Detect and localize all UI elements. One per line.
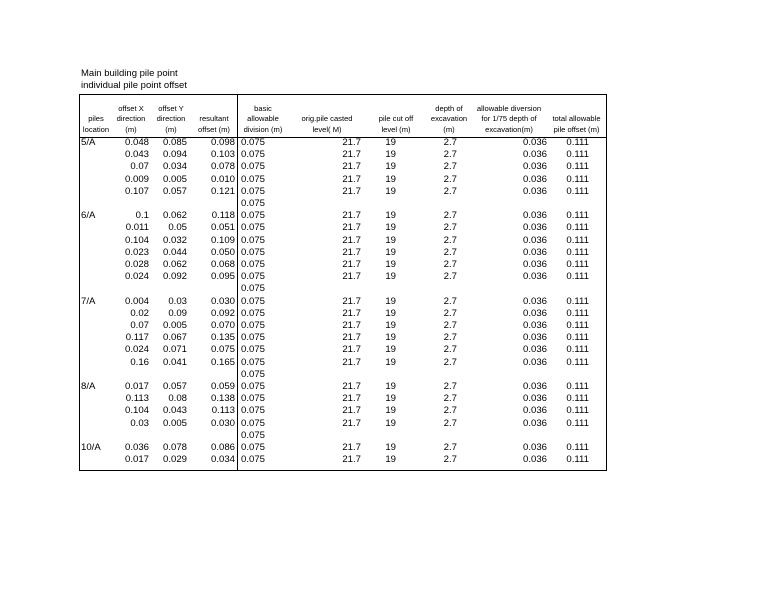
allowable-diversion-cell: 0.036 xyxy=(522,185,547,197)
depth-of-excavation-cell: 2.7 xyxy=(443,356,457,368)
offset-y-cell: 0.062 xyxy=(162,210,187,222)
offset-x-cell: 0.113 xyxy=(125,393,149,405)
offset-y-cell: 0.05 xyxy=(168,222,187,234)
total-allowable-offset-cell: 0.111 xyxy=(566,320,589,331)
orig-pile-casted-level-cell: 21.7 xyxy=(342,271,361,283)
offset-x-cell: 0.024 xyxy=(124,344,149,356)
offset-y-cell: 0.08 xyxy=(168,393,187,405)
allowable-diversion-cell: 0.036 xyxy=(522,210,547,222)
offset-y-cell: 0.041 xyxy=(162,356,187,368)
resultant-offset-cell: 0.030 xyxy=(210,417,235,429)
basic-allowable-division-cell: 0.075 xyxy=(241,307,266,319)
header-allowable-diversion: allowable diversion for 1/75 depth of excavation(m) xyxy=(476,103,542,134)
offset-y-cell: 0.005 xyxy=(162,417,187,429)
allowable-diversion-cell: 0.036 xyxy=(522,234,547,246)
offset-y-cell: 0.043 xyxy=(162,405,187,417)
orig-pile-casted-level-cell: 21.7 xyxy=(342,393,361,405)
piles-location-cell: 7/A xyxy=(81,295,96,307)
total-allowable-offset-cell: 0.111 xyxy=(566,271,589,283)
total-allowable-offset-cell: 0.111 xyxy=(566,234,589,246)
header-basic-allowable-division: basic allowable division (m) xyxy=(243,103,283,134)
offset-y-cell: 0.005 xyxy=(162,173,187,185)
pile-cut-off-level-cell: 19 xyxy=(385,417,396,429)
sheet-subtitle: individual pile point offset xyxy=(81,80,187,91)
resultant-offset-cell: 0.118 xyxy=(211,210,235,222)
total-allowable-offset-cell: 0.111 xyxy=(566,405,589,417)
offset-y-cell: 0.067 xyxy=(162,332,187,344)
allowable-diversion-cell: 0.036 xyxy=(522,405,547,417)
orig-pile-casted-level-cell: 21.7 xyxy=(342,222,361,234)
offset-y-cell: 0.078 xyxy=(162,442,187,453)
basic-allowable-division-cell: 0.075 xyxy=(241,234,266,246)
allowable-diversion-cell: 0.036 xyxy=(522,454,547,466)
header-total-allowable-offset: total allowable pile offset (m) xyxy=(552,114,601,134)
orig-pile-casted-level-cell: 21.7 xyxy=(342,307,361,319)
allowable-diversion-cell: 0.036 xyxy=(522,381,547,392)
orig-pile-casted-level-cell: 21.7 xyxy=(342,356,361,368)
resultant-offset-cell: 0.165 xyxy=(210,356,235,368)
header-pile-cut-off-level: pile cut off level (m) xyxy=(378,114,414,134)
resultant-offset-cell: 0.059 xyxy=(210,381,235,392)
resultant-offset-cell: 0.030 xyxy=(210,295,235,307)
total-allowable-offset-cell: 0.111 xyxy=(566,210,589,222)
orig-pile-casted-level-cell: 21.7 xyxy=(342,295,361,307)
pile-cut-off-level-cell: 19 xyxy=(385,149,396,161)
offset-x-cell: 0.017 xyxy=(124,381,149,392)
offset-x-cell: 0.07 xyxy=(130,161,149,173)
offset-y-cell: 0.057 xyxy=(162,185,187,197)
offset-y-cell: 0.034 xyxy=(162,161,187,173)
resultant-offset-cell: 0.068 xyxy=(210,259,235,270)
allowable-diversion-cell: 0.036 xyxy=(522,137,547,148)
allowable-diversion-cell: 0.036 xyxy=(522,442,547,453)
basic-allowable-division-cell: 0.075 xyxy=(241,381,266,392)
pile-cut-off-level-cell: 19 xyxy=(385,234,396,246)
offset-x-cell: 0.009 xyxy=(124,173,149,185)
basic-allowable-division-cell: 0.075 xyxy=(241,344,266,356)
resultant-offset-cell: 0.121 xyxy=(210,185,235,197)
offset-x-cell: 0.104 xyxy=(124,405,149,417)
allowable-diversion-cell: 0.036 xyxy=(522,344,547,356)
pile-cut-off-level-cell: 19 xyxy=(385,393,396,405)
offset-y-cell: 0.03 xyxy=(168,295,187,307)
pile-cut-off-level-cell: 19 xyxy=(385,320,396,331)
pile-cut-off-level-cell: 19 xyxy=(385,210,396,222)
depth-of-excavation-cell: 2.7 xyxy=(443,405,457,417)
basic-allowable-division-cell: 0.075 xyxy=(241,393,266,405)
orig-pile-casted-level-cell: 21.7 xyxy=(342,454,361,466)
offset-x-cell: 0.07 xyxy=(130,320,149,331)
pile-cut-off-level-cell: 19 xyxy=(385,222,396,234)
basic-allowable-division-cell: 0.075 xyxy=(241,417,266,429)
depth-of-excavation-cell: 2.7 xyxy=(443,185,457,197)
header-piles-location: piles location xyxy=(82,114,110,134)
offset-y-cell: 0.005 xyxy=(162,320,187,331)
total-allowable-offset-cell: 0.111 xyxy=(566,417,589,429)
pile-cut-off-level-cell: 19 xyxy=(385,307,396,319)
depth-of-excavation-cell: 2.7 xyxy=(443,454,457,466)
sheet-title: Main building pile point xyxy=(81,68,178,79)
total-allowable-offset-cell: 0.111 xyxy=(566,149,589,161)
pile-cut-off-level-cell: 19 xyxy=(385,173,396,185)
pile-cut-off-level-cell: 19 xyxy=(385,344,396,356)
basic-allowable-division-cell: 0.075 xyxy=(241,332,266,344)
orig-pile-casted-level-cell: 21.7 xyxy=(342,161,361,173)
offset-x-cell: 0.011 xyxy=(125,222,149,234)
offset-x-cell: 0.043 xyxy=(124,149,149,161)
header-offset-y: offset Y direction (m) xyxy=(156,103,186,134)
depth-of-excavation-cell: 2.7 xyxy=(443,332,457,344)
resultant-offset-cell: 0.086 xyxy=(210,442,235,453)
total-allowable-offset-cell: 0.111 xyxy=(566,173,589,185)
pile-cut-off-level-cell: 19 xyxy=(385,356,396,368)
total-allowable-offset-cell: 0.111 xyxy=(566,222,589,234)
offset-y-cell: 0.071 xyxy=(162,344,187,356)
basic-allowable-division-cell: 0.075 xyxy=(241,210,266,222)
depth-of-excavation-cell: 2.7 xyxy=(443,234,457,246)
piles-location-cell: 6/A xyxy=(81,210,96,222)
allowable-diversion-cell: 0.036 xyxy=(522,356,547,368)
basic-allowable-division-cell: 0.075 xyxy=(241,246,266,258)
depth-of-excavation-cell: 2.7 xyxy=(443,417,457,429)
header-resultant-offset: resultant offset (m) xyxy=(198,114,230,134)
basic-allowable-division-cell: 0.075 xyxy=(241,368,266,380)
pile-cut-off-level-cell: 19 xyxy=(385,259,396,270)
header-offset-x: offset X direction (m) xyxy=(116,103,146,134)
depth-of-excavation-cell: 2.7 xyxy=(443,259,457,270)
resultant-offset-cell: 0.109 xyxy=(210,234,235,246)
offset-x-cell: 0.048 xyxy=(124,137,149,148)
pile-cut-off-level-cell: 19 xyxy=(385,185,396,197)
depth-of-excavation-cell: 2.7 xyxy=(443,442,457,453)
depth-of-excavation-cell: 2.7 xyxy=(443,137,457,148)
offset-x-cell: 0.023 xyxy=(124,246,149,258)
orig-pile-casted-level-cell: 21.7 xyxy=(342,320,361,331)
pile-cut-off-level-cell: 19 xyxy=(385,381,396,392)
depth-of-excavation-cell: 2.7 xyxy=(443,149,457,161)
depth-of-excavation-cell: 2.7 xyxy=(443,320,457,331)
header-orig-pile-casted-level: orig.pile casted level( M) xyxy=(301,114,353,134)
resultant-offset-cell: 0.103 xyxy=(210,149,235,161)
allowable-diversion-cell: 0.036 xyxy=(522,161,547,173)
allowable-diversion-cell: 0.036 xyxy=(522,393,547,405)
allowable-diversion-cell: 0.036 xyxy=(522,320,547,331)
offset-x-cell: 0.024 xyxy=(124,271,149,283)
offset-x-cell: 0.104 xyxy=(124,234,149,246)
resultant-offset-cell: 0.135 xyxy=(210,332,235,344)
offset-y-cell: 0.092 xyxy=(162,271,187,283)
basic-allowable-division-cell: 0.075 xyxy=(241,454,266,466)
basic-allowable-division-cell: 0.075 xyxy=(241,271,266,283)
resultant-offset-cell: 0.078 xyxy=(210,161,235,173)
offset-y-cell: 0.029 xyxy=(162,454,187,466)
offset-y-cell: 0.085 xyxy=(162,137,187,148)
total-allowable-offset-cell: 0.111 xyxy=(566,295,589,307)
total-allowable-offset-cell: 0.111 xyxy=(566,307,589,319)
piles-location-cell: 5/A xyxy=(81,137,96,148)
total-allowable-offset-cell: 0.111 xyxy=(566,137,589,148)
allowable-diversion-cell: 0.036 xyxy=(522,149,547,161)
resultant-offset-cell: 0.070 xyxy=(210,320,235,331)
header-depth-of-excavation: depth of excavation (m) xyxy=(430,103,468,134)
basic-allowable-division-cell: 0.075 xyxy=(241,173,266,185)
allowable-diversion-cell: 0.036 xyxy=(522,173,547,185)
offset-x-cell: 0.02 xyxy=(130,307,149,319)
orig-pile-casted-level-cell: 21.7 xyxy=(342,210,361,222)
orig-pile-casted-level-cell: 21.7 xyxy=(342,246,361,258)
orig-pile-casted-level-cell: 21.7 xyxy=(342,149,361,161)
resultant-offset-cell: 0.050 xyxy=(210,246,235,258)
resultant-offset-cell: 0.010 xyxy=(210,173,235,185)
orig-pile-casted-level-cell: 21.7 xyxy=(342,185,361,197)
depth-of-excavation-cell: 2.7 xyxy=(443,271,457,283)
pile-cut-off-level-cell: 19 xyxy=(385,271,396,283)
total-allowable-offset-cell: 0.111 xyxy=(566,393,589,405)
offset-y-cell: 0.032 xyxy=(162,234,187,246)
resultant-offset-cell: 0.092 xyxy=(210,307,235,319)
depth-of-excavation-cell: 2.7 xyxy=(443,295,457,307)
depth-of-excavation-cell: 2.7 xyxy=(443,210,457,222)
offset-x-cell: 0.017 xyxy=(124,454,149,466)
basic-allowable-division-cell: 0.075 xyxy=(241,222,266,234)
pile-cut-off-level-cell: 19 xyxy=(385,405,396,417)
offset-x-cell: 0.028 xyxy=(124,259,149,270)
basic-allowable-division-cell: 0.075 xyxy=(241,429,266,441)
basic-allowable-division-cell: 0.075 xyxy=(241,137,266,148)
total-allowable-offset-cell: 0.111 xyxy=(566,381,589,392)
resultant-offset-cell: 0.113 xyxy=(211,405,235,417)
orig-pile-casted-level-cell: 21.7 xyxy=(342,259,361,270)
offset-x-cell: 0.004 xyxy=(124,295,149,307)
basic-allowable-division-cell: 0.075 xyxy=(241,442,266,453)
basic-allowable-division-cell: 0.075 xyxy=(241,259,266,270)
resultant-offset-cell: 0.095 xyxy=(210,271,235,283)
offset-x-cell: 0.1 xyxy=(135,210,149,222)
basic-allowable-division-cell: 0.075 xyxy=(241,185,266,197)
resultant-offset-cell: 0.051 xyxy=(210,222,235,234)
offset-y-cell: 0.09 xyxy=(168,307,187,319)
offset-y-cell: 0.057 xyxy=(162,381,187,392)
pile-cut-off-level-cell: 19 xyxy=(385,442,396,453)
orig-pile-casted-level-cell: 21.7 xyxy=(342,442,361,453)
depth-of-excavation-cell: 2.7 xyxy=(443,344,457,356)
offset-x-cell: 0.107 xyxy=(124,185,149,197)
orig-pile-casted-level-cell: 21.7 xyxy=(342,137,361,148)
depth-of-excavation-cell: 2.7 xyxy=(443,393,457,405)
basic-allowable-division-cell: 0.075 xyxy=(241,320,266,331)
basic-allowable-division-cell: 0.075 xyxy=(241,405,266,417)
resultant-offset-cell: 0.098 xyxy=(210,137,235,148)
pile-cut-off-level-cell: 19 xyxy=(385,332,396,344)
total-allowable-offset-cell: 0.111 xyxy=(566,442,589,453)
orig-pile-casted-level-cell: 21.7 xyxy=(342,417,361,429)
basic-allowable-division-cell: 0.075 xyxy=(241,161,266,173)
allowable-diversion-cell: 0.036 xyxy=(522,332,547,344)
pile-cut-off-level-cell: 19 xyxy=(385,161,396,173)
total-allowable-offset-cell: 0.111 xyxy=(566,454,589,466)
resultant-offset-cell: 0.034 xyxy=(210,454,235,466)
depth-of-excavation-cell: 2.7 xyxy=(443,246,457,258)
offset-x-cell: 0.03 xyxy=(130,417,149,429)
depth-of-excavation-cell: 2.7 xyxy=(443,222,457,234)
total-allowable-offset-cell: 0.111 xyxy=(566,356,589,368)
pile-cut-off-level-cell: 19 xyxy=(385,454,396,466)
basic-allowable-division-cell: 0.075 xyxy=(241,149,266,161)
resultant-offset-cell: 0.138 xyxy=(210,393,235,405)
orig-pile-casted-level-cell: 21.7 xyxy=(342,173,361,185)
basic-allowable-division-cell: 0.075 xyxy=(241,283,266,295)
allowable-diversion-cell: 0.036 xyxy=(522,246,547,258)
total-allowable-offset-cell: 0.111 xyxy=(566,259,589,270)
basic-allowable-division-cell: 0.075 xyxy=(241,295,266,307)
depth-of-excavation-cell: 2.7 xyxy=(443,173,457,185)
total-allowable-offset-cell: 0.111 xyxy=(566,185,589,197)
orig-pile-casted-level-cell: 21.7 xyxy=(342,344,361,356)
orig-pile-casted-level-cell: 21.7 xyxy=(342,332,361,344)
orig-pile-casted-level-cell: 21.7 xyxy=(342,405,361,417)
allowable-diversion-cell: 0.036 xyxy=(522,417,547,429)
depth-of-excavation-cell: 2.7 xyxy=(443,161,457,173)
offset-x-cell: 0.117 xyxy=(125,332,149,344)
depth-of-excavation-cell: 2.7 xyxy=(443,381,457,392)
total-allowable-offset-cell: 0.111 xyxy=(566,246,589,258)
resultant-offset-cell: 0.075 xyxy=(210,344,235,356)
depth-of-excavation-cell: 2.7 xyxy=(443,307,457,319)
piles-location-cell: 10/A xyxy=(81,442,101,453)
allowable-diversion-cell: 0.036 xyxy=(522,222,547,234)
pile-cut-off-level-cell: 19 xyxy=(385,295,396,307)
allowable-diversion-cell: 0.036 xyxy=(522,271,547,283)
total-allowable-offset-cell: 0.111 xyxy=(566,332,589,344)
offset-x-cell: 0.036 xyxy=(124,442,149,453)
total-allowable-offset-cell: 0.111 xyxy=(566,344,589,356)
allowable-diversion-cell: 0.036 xyxy=(522,307,547,319)
piles-location-cell: 8/A xyxy=(81,381,96,392)
allowable-diversion-cell: 0.036 xyxy=(522,295,547,307)
pile-offset-table xyxy=(79,94,607,471)
pile-cut-off-level-cell: 19 xyxy=(385,246,396,258)
orig-pile-casted-level-cell: 21.7 xyxy=(342,381,361,392)
total-allowable-offset-cell: 0.111 xyxy=(566,161,589,173)
column-divider xyxy=(237,95,238,470)
orig-pile-casted-level-cell: 21.7 xyxy=(342,234,361,246)
basic-allowable-division-cell: 0.075 xyxy=(241,356,266,368)
basic-allowable-division-cell: 0.075 xyxy=(241,198,266,209)
pile-cut-off-level-cell: 19 xyxy=(385,137,396,148)
offset-y-cell: 0.062 xyxy=(162,259,187,270)
offset-y-cell: 0.044 xyxy=(162,246,187,258)
allowable-diversion-cell: 0.036 xyxy=(522,259,547,270)
offset-y-cell: 0.094 xyxy=(162,149,187,161)
offset-x-cell: 0.16 xyxy=(130,356,149,368)
